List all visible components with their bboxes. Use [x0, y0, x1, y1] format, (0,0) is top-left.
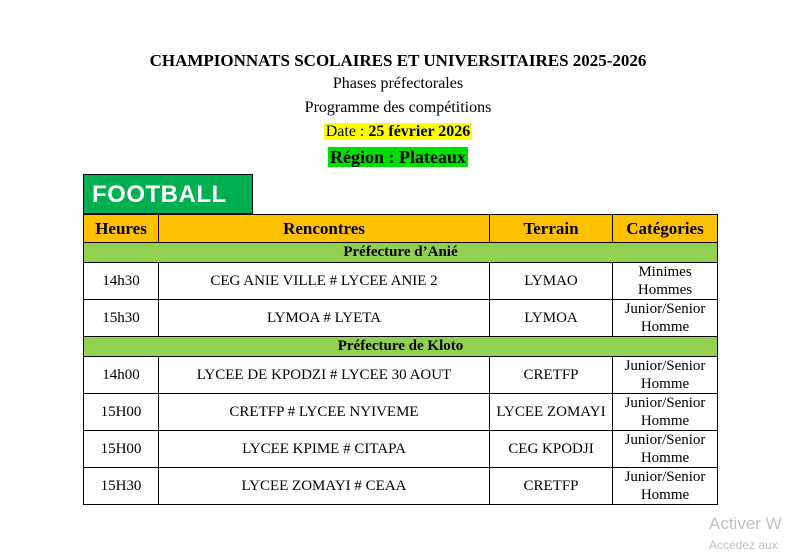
region-label: Région : Plateaux — [330, 147, 466, 167]
region-line — [0, 145, 796, 171]
table-row — [84, 394, 718, 431]
table-row — [84, 300, 718, 337]
match-teams: LYCEE DE KPODZI # LYCEE 30 AOUT — [159, 357, 490, 394]
match-time: 14h00 — [84, 357, 159, 394]
match-category: Junior/Senior Homme — [613, 431, 718, 468]
match-venue: CRETFP — [490, 357, 613, 394]
date-value: 25 février 2026 — [368, 123, 471, 140]
activation-watermark — [709, 514, 782, 553]
schedule-table — [83, 214, 718, 505]
table-row — [84, 263, 718, 300]
match-teams: LYCEE KPIME # CITAPA — [159, 431, 490, 468]
table-row — [84, 468, 718, 505]
match-venue: CEG KPODJI — [490, 431, 613, 468]
document-header — [0, 50, 796, 171]
prefecture-row — [84, 337, 718, 357]
match-venue: LYMOA — [490, 300, 613, 337]
match-category: Minimes Hommes — [613, 263, 718, 300]
table-row — [84, 431, 718, 468]
date-label: Date : — [325, 123, 369, 140]
match-category: Junior/Senior Homme — [613, 300, 718, 337]
sport-label: FOOTBALL — [92, 181, 227, 208]
col-hours: Heures — [84, 215, 159, 243]
match-teams: LYCEE ZOMAYI # CEAA — [159, 468, 490, 505]
match-teams: CRETFP # LYCEE NYIVEME — [159, 394, 490, 431]
championship-title: CHAMPIONNATS SCOLAIRES ET UNIVERSITAIRES 2025-2026 — [149, 51, 647, 70]
match-time: 15H00 — [84, 394, 159, 431]
match-time: 15H00 — [84, 431, 159, 468]
match-teams: LYMOA # LYETA — [159, 300, 490, 337]
prefecture-name: Préfecture d’Anié — [84, 243, 718, 263]
col-categories: Catégories — [613, 215, 718, 243]
date-line — [0, 120, 796, 144]
col-matches: Rencontres — [159, 215, 490, 243]
phase-subtitle: Phases préfectorales — [332, 75, 464, 92]
match-teams: CEG ANIE VILLE # LYCEE ANIE 2 — [159, 263, 490, 300]
match-time: 15H30 — [84, 468, 159, 505]
sport-banner — [83, 174, 253, 214]
match-time: 14h30 — [84, 263, 159, 300]
match-category: Junior/Senior Homme — [613, 394, 718, 431]
activation-subtitle: Accédez aux — [709, 538, 778, 552]
col-venue: Terrain — [490, 215, 613, 243]
prefecture-row — [84, 243, 718, 263]
match-venue: LYMAO — [490, 263, 613, 300]
match-venue: LYCEE ZOMAYI — [490, 394, 613, 431]
table-row — [84, 357, 718, 394]
match-time: 15h30 — [84, 300, 159, 337]
prefecture-name: Préfecture de Kloto — [84, 337, 718, 357]
date-highlight — [324, 123, 473, 140]
match-venue: CRETFP — [490, 468, 613, 505]
activation-title: Activer W — [709, 514, 782, 533]
match-category: Junior/Senior Homme — [613, 357, 718, 394]
match-category: Junior/Senior Homme — [613, 468, 718, 505]
programme-subtitle: Programme des compétitions — [304, 99, 492, 116]
header-row — [84, 215, 718, 243]
